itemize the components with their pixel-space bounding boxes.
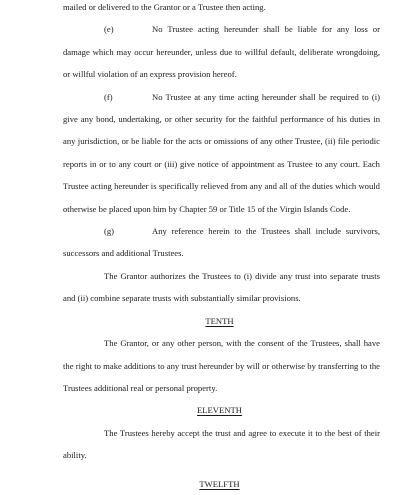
section-heading-eleventh: ELEVENTH — [197, 405, 242, 416]
paragraph-f-text: No Trustee at any time acting hereunder shall be required to (i) give any bond, undertaking, or other security for the faithful performance of his duties in any jurisdiction, or be liable for the acts or omissions of any other Trustee, (ii) file periodic reports in or to any court or (iii) give notice of appointment as Trustee to any court. Each Trustee acting hereunder is specifically relieved from any and all of the duties which would otherwise be placed upon him by Chapter 59 or Title 15 of the Virgin Islands Code. — [63, 91, 380, 214]
paragraph-g-label: (g) — [104, 226, 115, 237]
paragraph-g-text: Any reference herein to the Trustees shall include survivors, successors and additional Trustees. — [63, 226, 380, 259]
paragraph-f — [63, 86, 380, 220]
section-heading-tenth: TENTH — [205, 315, 234, 326]
paragraph-e-text: No Trustee acting hereunder shall be liable for any loss or damage which may occur hereunder, unless due to willful default, deliberate wrongdoing, or willful violation of an express provision hereof. — [63, 24, 380, 80]
paragraph-tenth: The Grantor, or any other person, with the consent of the Trustees, shall have the right to make additions to any trust hereunder by will or otherwise by transferring to the Trustees additional real or personal property. — [63, 338, 380, 393]
paragraph-e-label: (e) — [104, 24, 114, 35]
paragraph-authorize: The Grantor authorizes the Trustees to (i) divide any trust into separate trusts and (ii) combine separate trusts with substantially similar provisions. — [63, 270, 380, 304]
section-heading-twelfth: TWELFTH — [199, 478, 240, 489]
paragraph-continuation: mailed or delivered to the Grantor or a Trustee then acting. — [63, 2, 266, 12]
paragraph-f-label: (f) — [104, 91, 113, 102]
paragraph-e — [63, 18, 380, 85]
paragraph-g — [63, 220, 380, 265]
paragraph-eleventh: The Trustees hereby accept the trust and agree to execute it to the best of their ability. — [63, 427, 380, 461]
